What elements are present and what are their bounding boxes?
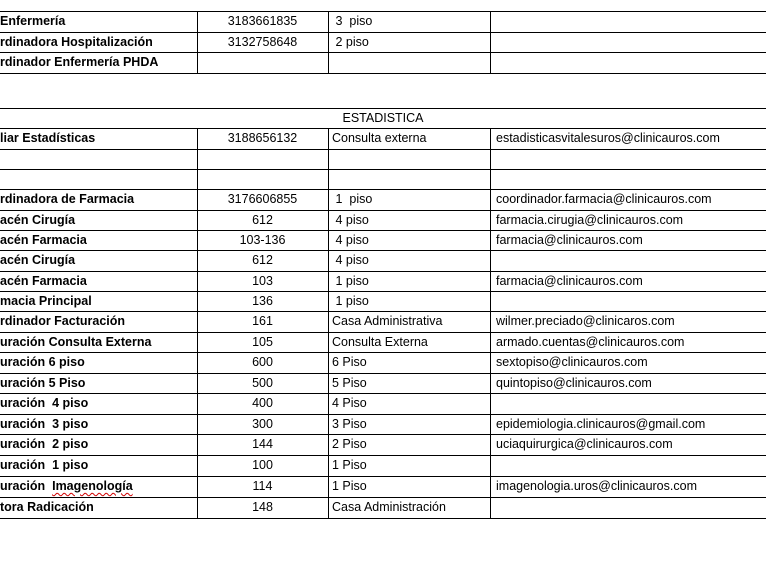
phone-cell: 612 (252, 213, 273, 227)
name-cell: uración 2 piso (0, 437, 89, 451)
location-cell: 4 piso (332, 233, 369, 247)
location-cell: 3 Piso (332, 417, 367, 431)
name-cell: acén Cirugía (0, 213, 76, 227)
phone-cell: 161 (252, 314, 273, 328)
location-cell: 1 piso (332, 294, 369, 308)
location-cell: 1 piso (332, 192, 373, 206)
name-cell: acén Farmacia (0, 233, 87, 247)
phone-cell: 3183661835 (227, 14, 298, 28)
rule (490, 128, 491, 519)
rule (0, 230, 766, 231)
section-title: ESTADISTICA (342, 111, 424, 125)
rule (0, 73, 766, 74)
email-cell: farmacia@clinicauros.com (496, 233, 643, 247)
email-cell: sextopiso@clinicauros.com (496, 355, 648, 369)
email-cell: estadisticasvitalesuros@clinicauros.com (496, 131, 720, 145)
phone-cell: 3188656132 (227, 131, 298, 145)
phone-cell: 300 (252, 417, 273, 431)
name-cell: rdinador Enfermería PHDA (0, 55, 159, 69)
phone-cell: 103 (252, 274, 273, 288)
rule (490, 11, 491, 74)
email-cell: armado.cuentas@clinicauros.com (496, 335, 685, 349)
location-cell: 6 Piso (332, 355, 367, 369)
name-cell: macia Principal (0, 294, 92, 308)
rule (0, 352, 766, 353)
rule (0, 291, 766, 292)
phone-cell: 114 (252, 479, 273, 493)
location-cell: 2 Piso (332, 437, 367, 451)
name-cell: uración 4 piso (0, 396, 89, 410)
phone-cell: 144 (252, 437, 273, 451)
email-cell: coordinador.farmacia@clinicauros.com (496, 192, 712, 206)
email-cell: farmacia.cirugia@clinicauros.com (496, 213, 684, 227)
email-cell: quintopiso@clinicauros.com (496, 376, 652, 390)
rule (0, 518, 766, 519)
name-cell: tora Radicación (0, 500, 94, 514)
location-cell: 1 piso (332, 274, 369, 288)
phone-cell: 600 (252, 355, 273, 369)
name-cell: liar Estadísticas (0, 131, 96, 145)
name-cell: uración 6 piso (0, 355, 85, 369)
rule (328, 128, 329, 519)
email-cell: wilmer.preciado@clinicaros.com (496, 314, 675, 328)
location-cell: 4 piso (332, 213, 369, 227)
email-cell: farmacia@clinicauros.com (496, 274, 643, 288)
phone-cell: 612 (252, 253, 273, 267)
location-cell: 5 Piso (332, 376, 367, 390)
name-cell (0, 476, 133, 496)
name-cell: Enfermería (0, 14, 66, 28)
phone-cell: 100 (252, 458, 273, 472)
location-cell: Casa Administrativa (332, 314, 443, 328)
rule (0, 11, 766, 12)
location-cell: Casa Administración (332, 500, 446, 514)
location-cell: Consulta Externa (332, 335, 428, 349)
location-cell: 1 Piso (332, 479, 367, 493)
phone-cell: 400 (252, 396, 273, 410)
location-cell: 1 Piso (332, 458, 367, 472)
email-cell: uciaquirurgica@clinicauros.com (496, 437, 673, 451)
name-text: uración (0, 479, 53, 493)
phone-cell: 3132758648 (227, 35, 298, 49)
location-cell: 4 piso (332, 253, 369, 267)
email-cell: imagenologia.uros@clinicauros.com (496, 479, 697, 493)
phone-cell: 105 (252, 335, 273, 349)
phone-cell: 3176606855 (227, 192, 298, 206)
rule (0, 169, 766, 170)
name-cell: uración 5 Piso (0, 376, 86, 390)
name-cell: acén Farmacia (0, 274, 87, 288)
phone-cell: 136 (252, 294, 273, 308)
name-cell: rdinadora de Farmacia (0, 192, 135, 206)
location-cell: Consulta externa (332, 131, 427, 145)
rule (0, 393, 766, 394)
rule (0, 271, 766, 272)
phone-cell: 500 (252, 376, 273, 390)
rule (0, 149, 766, 150)
name-cell: rdinador Facturación (0, 314, 126, 328)
phone-cell: 148 (252, 500, 273, 514)
name-cell: uración Consulta Externa (0, 335, 152, 349)
name-cell: uración 3 piso (0, 417, 89, 431)
location-cell: 4 Piso (332, 396, 367, 410)
spellcheck-flagged-word: Imagenología (52, 479, 133, 493)
rule (328, 11, 329, 74)
location-cell: 3 piso (332, 14, 373, 28)
name-cell: uración 1 piso (0, 458, 89, 472)
rule (0, 455, 766, 456)
name-cell: rdinadora Hospitalización (0, 35, 153, 49)
phone-cell: 103-136 (239, 233, 286, 247)
name-cell: acén Cirugía (0, 253, 76, 267)
rule (0, 250, 766, 251)
email-cell: epidemiologia.clinicauros@gmail.com (496, 417, 706, 431)
location-cell: 2 piso (332, 35, 369, 49)
